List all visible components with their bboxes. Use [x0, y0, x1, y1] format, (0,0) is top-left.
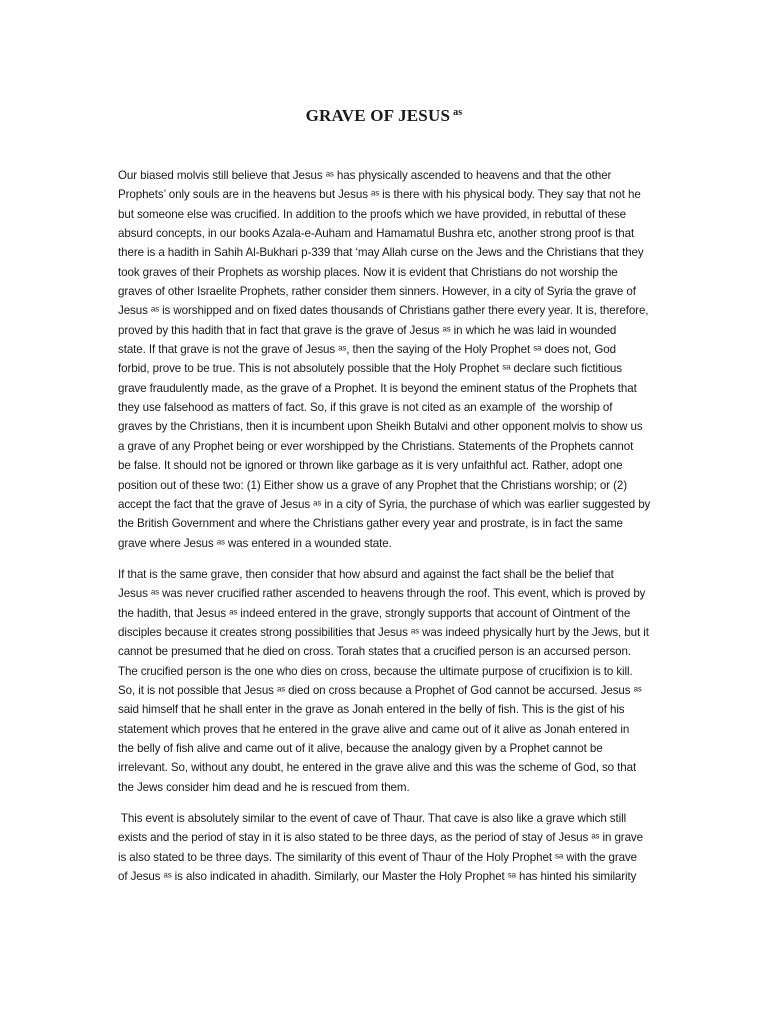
text-line: grave where Jesus ᵃˢ was entered in a wounded state. — [118, 536, 392, 550]
text-line: the hadith, that Jesus ᵃˢ indeed entered in the grave, strongly supports that account of Ointment of the — [118, 606, 631, 620]
text-line: grave fraudulently made, as the grave of a Prophet. It is beyond the eminent status of the Prophets that — [118, 381, 637, 395]
text-line: disciples because it creates strong possibilities that Jesus ᵃˢ was indeed physically hurt by the Jews, but it — [118, 625, 649, 639]
text-line: statement which proves that he entered in the grave alive and came out of it alive as Jonah entered in — [118, 722, 630, 736]
text-line: exists and the period of stay in it is also stated to be three days, as the period of stay of Jesus ᵃˢ in grave — [118, 831, 643, 845]
text-line: the belly of fish alive and came out of it alive, because the analogy given by a Prophet cannot be — [118, 741, 603, 755]
text-line: is also stated to be three days. The similarity of this event of Thaur of the Holy Prophet ˢᵃ with the grave — [118, 850, 638, 864]
page-title-suffix: as — [453, 107, 463, 118]
paragraph-1 — [118, 166, 670, 553]
paragraph-2 — [118, 565, 670, 797]
page-title-text: GRAVE OF JESUS — [305, 106, 451, 125]
text-line: they use falsehood as matters of fact. So, if this grave is not cited as an example of the worship of — [118, 401, 613, 415]
text-line: This event is absolutely similar to the event of cave of Thaur. That cave is also like a grave which still — [118, 812, 627, 825]
text-line: If that is the same grave, then consider that how absurd and against the fact shall be the belief that — [118, 567, 614, 581]
text-line: the British Government and where the Christians gather every year and prostrate, is in fact the same — [118, 517, 623, 531]
text-line: state. If that grave is not the grave of Jesus ᵃˢ, then the saying of the Holy Prophet ˢᵃ does not, God — [118, 343, 616, 357]
paragraph-3 — [118, 809, 670, 886]
text-line: the Jews consider him dead and he is rescued from them. — [118, 780, 410, 794]
text-line: cannot be presumed that he died on cross. Torah states that a crucified person is an accursed person. — [118, 645, 632, 659]
text-line: Jesus ᵃˢ was never crucified rather ascended to heavens through the roof. This event, which is proved by — [118, 587, 646, 601]
text-line: a grave of any Prophet being or ever worshipped by the Christians. Statements of the Prophets cannot — [118, 439, 634, 453]
text-line: took graves of their Prophets as worship places. Now it is evident that Christians do not worship the — [118, 265, 618, 279]
text-line: of Jesus ᵃˢ is also indicated in ahadith. Similarly, our Master the Holy Prophet ˢᵃ has hinted his similarity — [118, 870, 637, 884]
text-line: position out of these two: (1) Either show us a grave of any Prophet that the Christians worship; or (2) — [118, 478, 628, 492]
text-line: graves of other Israelite Prophets, rather consider them sinners. However, in a city of Syria the grave of — [118, 285, 636, 299]
text-line: Jesus ᵃˢ is worshipped and on fixed dates thousands of Christians gather there every year. It is, therefore, — [118, 304, 649, 318]
text-line: irrelevant. So, without any doubt, he entered in the grave alive and this was the scheme of God, so that — [118, 761, 637, 775]
text-line: forbid, prove to be true. This is not absolutely possible that the Holy Prophet ˢᵃ declare such fictitious — [118, 362, 622, 376]
document-body — [118, 166, 670, 898]
text-line: The crucified person is the one who dies on cross, because the ultimate purpose of crucifixion is to kill. — [118, 664, 633, 678]
text-line: graves by the Christians, then it is incumbent upon Sheikh Butalvi and other opponent molvis to show us — [118, 420, 643, 434]
text-line: Our biased molvis still believe that Jesus ᵃˢ has physically ascended to heavens and that the other — [118, 169, 612, 182]
text-line: but someone else was crucified. In addition to the proofs which we have provided, in rebuttal of these — [118, 207, 626, 221]
text-line: So, it is not possible that Jesus ᵃˢ died on cross because a Prophet of God cannot be accursed. Jesus ᵃˢ — [118, 683, 642, 697]
page-title — [0, 106, 768, 126]
text-line: Prophets’ only souls are in the heavens but Jesus ᵃˢ is there with his physical body. They say that not he — [118, 188, 641, 202]
text-line: said himself that he shall enter in the grave as Jonah entered in the belly of fish. This is the gist of his — [118, 703, 625, 717]
text-line: accept the fact that the grave of Jesus ᵃˢ in a city of Syria, the purchase of which was earlier suggested by — [118, 497, 651, 511]
text-line: absurd concepts, in our books Azala-e-Auham and Hamamatul Bushra etc, another strong proof is that — [118, 227, 635, 241]
text-line: proved by this hadith that in fact that grave is the grave of Jesus ᵃˢ in which he was laid in wounded — [118, 323, 617, 337]
text-line: be false. It should not be ignored or thrown like garbage as it is very unfaithful act. Rather, adopt one — [118, 459, 623, 473]
text-line: there is a hadith in Sahih Al-Bukhari p-339 that ‘may Allah curse on the Jews and the Christians that they — [118, 246, 644, 260]
